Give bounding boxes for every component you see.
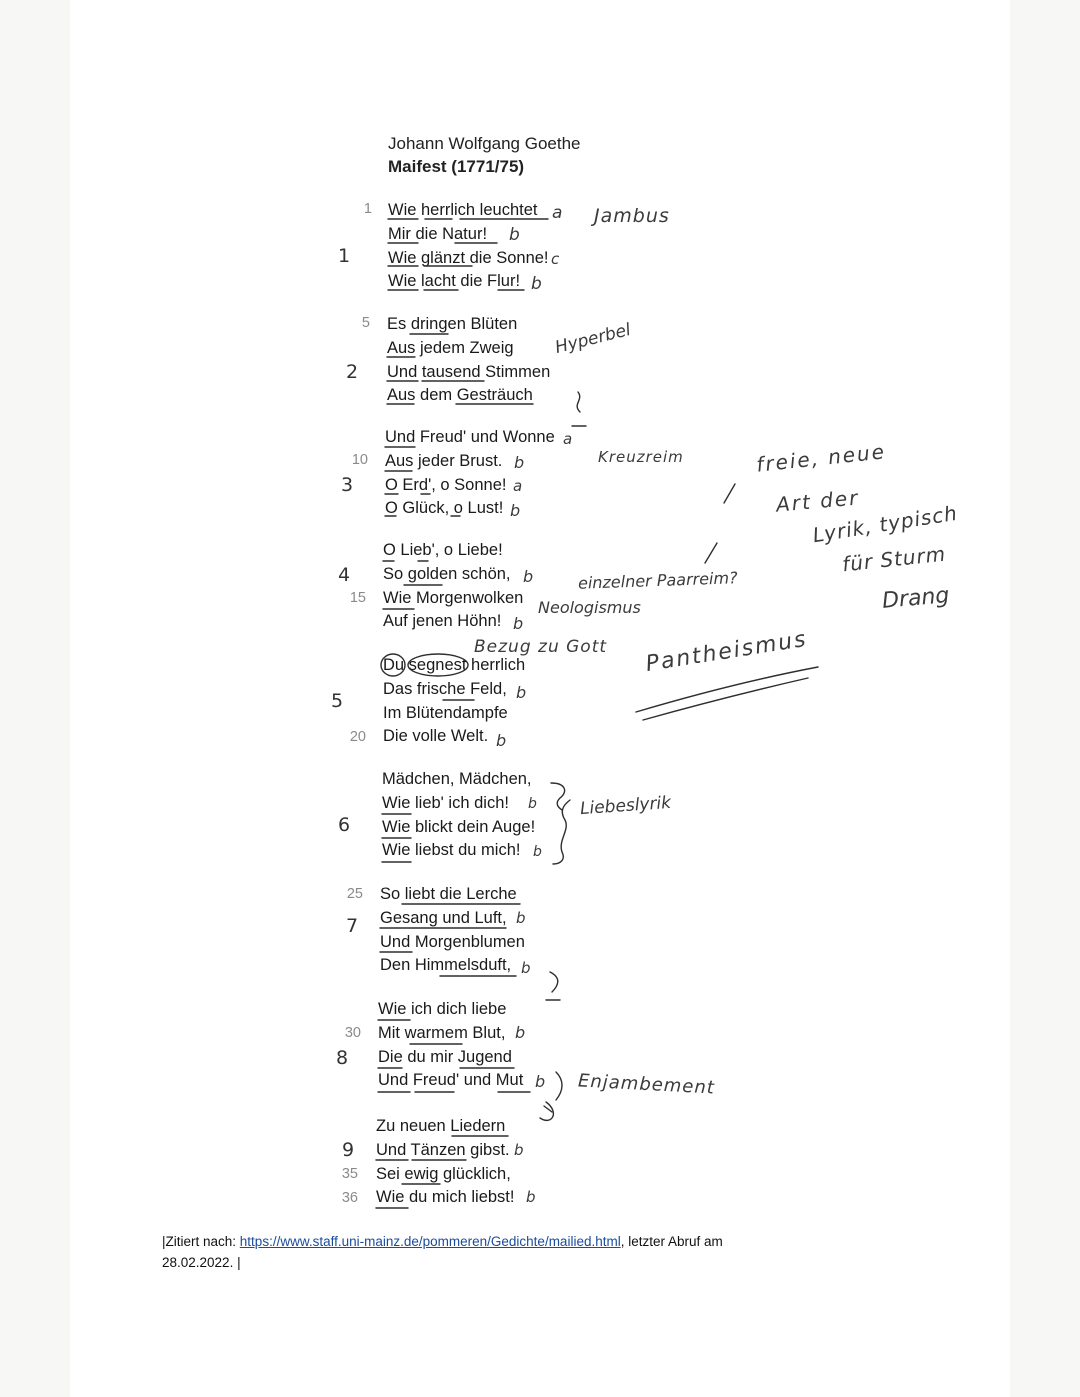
poem-line: Im Blütendampfe bbox=[383, 703, 508, 722]
poem-line: Und Freud' und Wonne bbox=[385, 428, 555, 446]
poem-line: So liebt die Lerche bbox=[380, 885, 517, 903]
stanza-number: 4 bbox=[338, 564, 351, 586]
annotation-enjambement: Enjambement bbox=[577, 1070, 716, 1099]
rhyme-mark: b bbox=[516, 909, 526, 927]
stanza-3 bbox=[385, 426, 555, 521]
line-number: 25 bbox=[346, 886, 363, 902]
annotation-bezug: Bezug zu Gott bbox=[474, 637, 608, 657]
rhyme-mark: a bbox=[563, 430, 573, 448]
rhyme-mark: a bbox=[552, 203, 563, 223]
stanza-number: 9 bbox=[342, 1139, 355, 1161]
poem-line: Den Himmelsduft, bbox=[380, 956, 512, 975]
rhyme-mark: b bbox=[496, 731, 507, 750]
stanza-number: 8 bbox=[336, 1047, 349, 1069]
poem-line: Wie herrlich leuchtet bbox=[388, 201, 538, 219]
annotation-neologismus: Neologismus bbox=[538, 598, 641, 617]
stanza-number: 7 bbox=[346, 915, 359, 937]
poem-line: Zu neuen Liedern bbox=[376, 1117, 506, 1135]
stanza-4 bbox=[383, 539, 523, 634]
annotation-hyperbel: Hyperbel bbox=[553, 319, 633, 358]
poem-line: Es dringen Blüten bbox=[387, 315, 518, 333]
poem-line: Wie du mich liebst! bbox=[376, 1188, 515, 1207]
poem-line: Wie liebst du mich! bbox=[382, 841, 521, 860]
line-number: 30 bbox=[344, 1025, 361, 1041]
rhyme-mark: b bbox=[521, 959, 531, 977]
rhyme-mark: c bbox=[551, 250, 560, 268]
stanza-2 bbox=[387, 313, 550, 408]
annotation-freie-4: für Sturm bbox=[841, 541, 948, 577]
poem-line: Wie lacht die Flur! bbox=[388, 272, 521, 291]
poem-line: Wie glänzt die Sonne! bbox=[388, 248, 549, 267]
author-name: Johann Wolfgang Goethe bbox=[388, 134, 581, 153]
citation-prefix: |Zitiert nach: bbox=[162, 1234, 240, 1249]
rhyme-mark: b bbox=[513, 614, 524, 633]
rhyme-mark: b bbox=[509, 225, 520, 245]
stanza-number: 2 bbox=[346, 361, 359, 383]
rhyme-mark: a bbox=[513, 477, 523, 495]
stanza-number: 5 bbox=[331, 690, 344, 712]
annotation-kreuzreim: Kreuzreim bbox=[598, 448, 684, 466]
line-number: 20 bbox=[349, 729, 366, 745]
poem-line: Aus jedem Zweig bbox=[387, 338, 514, 357]
rhyme-mark: b bbox=[526, 1188, 536, 1206]
poem-header bbox=[388, 132, 581, 178]
poem-line: Wie lieb' ich dich! bbox=[382, 793, 509, 812]
poem-line: Auf jenen Höhn! bbox=[383, 612, 502, 631]
stanza-number: 3 bbox=[341, 474, 354, 496]
poem-line: Die volle Welt. bbox=[383, 727, 489, 746]
annotation-freie-1: freie, neue bbox=[755, 439, 888, 477]
poem-line: Mädchen, Mädchen, bbox=[382, 770, 532, 788]
rhyme-mark: b bbox=[531, 274, 542, 294]
citation-suffix: , letzter Abruf am bbox=[620, 1234, 723, 1249]
annotation-freie-2: Art der bbox=[775, 485, 861, 517]
stanza-number: 6 bbox=[338, 814, 351, 836]
poem-line: Und tausend Stimmen bbox=[387, 362, 551, 381]
poem-title: Maifest (1771/75) bbox=[388, 157, 525, 176]
rhyme-mark: b bbox=[528, 796, 537, 812]
stanza-7 bbox=[380, 883, 525, 978]
stanza-number: 1 bbox=[338, 245, 351, 267]
stanza-8 bbox=[378, 998, 526, 1093]
stanza-9 bbox=[376, 1115, 514, 1210]
line-number: 15 bbox=[349, 590, 366, 606]
poem-line: Wie Morgenwolken bbox=[383, 588, 524, 607]
annotation-freie-3: Lyrik, typisch bbox=[811, 500, 960, 548]
annotation-freie-5: Drang bbox=[881, 583, 951, 614]
poem-line: Die du mir Jugend bbox=[378, 1047, 512, 1066]
poem-line: O Glück, o Lust! bbox=[385, 499, 504, 518]
annotation-pantheismus: Pantheismus bbox=[644, 626, 810, 677]
stanza-1 bbox=[388, 199, 549, 294]
poem-line: Aus jeder Brust. bbox=[385, 451, 503, 470]
poem-line: Du segnest herrlich bbox=[383, 656, 526, 674]
poem-line: Wie ich dich liebe bbox=[378, 1000, 507, 1018]
poem-line: Mir die Natur! bbox=[388, 224, 488, 243]
poem-line: Und Tänzen gibst. bbox=[376, 1140, 510, 1159]
poem-line: O Erd', o Sonne! bbox=[385, 475, 507, 494]
stanza-6 bbox=[382, 768, 535, 863]
rhyme-mark: b bbox=[510, 501, 521, 520]
citation-date: 28.02.2022. | bbox=[162, 1255, 241, 1270]
line-number: 10 bbox=[351, 452, 368, 468]
poem-line: Wie blickt dein Auge! bbox=[382, 817, 536, 836]
poem-line: Und Freud' und Mut bbox=[378, 1071, 524, 1090]
poem-line: Und Morgenblumen bbox=[380, 932, 525, 951]
annotation-jambus: Jambus bbox=[594, 205, 670, 227]
rhyme-mark: b bbox=[533, 844, 542, 860]
annotation-paarreim: einzelner Paarreim? bbox=[577, 568, 738, 593]
poem-line: O Lieb', o Liebe! bbox=[383, 541, 503, 559]
line-number: 35 bbox=[341, 1166, 358, 1182]
line-number: 5 bbox=[361, 315, 370, 331]
citation bbox=[162, 1231, 822, 1273]
rhyme-mark: b bbox=[514, 453, 525, 472]
poem-line: Sei ewig glücklich, bbox=[376, 1164, 511, 1183]
line-number: 36 bbox=[341, 1190, 358, 1206]
line-number: 1 bbox=[363, 201, 372, 217]
poem-line: Mit warmem Blut, bbox=[378, 1023, 506, 1042]
rhyme-mark: b bbox=[514, 1141, 524, 1159]
poem-line: Das frische Feld, bbox=[383, 679, 507, 698]
poem-line: Gesang und Luft, bbox=[380, 908, 507, 927]
citation-link[interactable]: https://www.staff.uni-mainz.de/pommeren/Gedichte/mailied.html bbox=[239, 1234, 621, 1249]
rhyme-mark: b bbox=[515, 1023, 526, 1042]
rhyme-mark: b bbox=[516, 683, 527, 702]
poem-line: Aus dem Gesträuch bbox=[387, 386, 533, 405]
annotation-liebeslyrik: Liebeslyrik bbox=[579, 792, 672, 820]
rhyme-mark: b bbox=[523, 567, 534, 586]
rhyme-mark: b bbox=[535, 1072, 546, 1091]
poem-line: So golden schön, bbox=[383, 564, 511, 583]
